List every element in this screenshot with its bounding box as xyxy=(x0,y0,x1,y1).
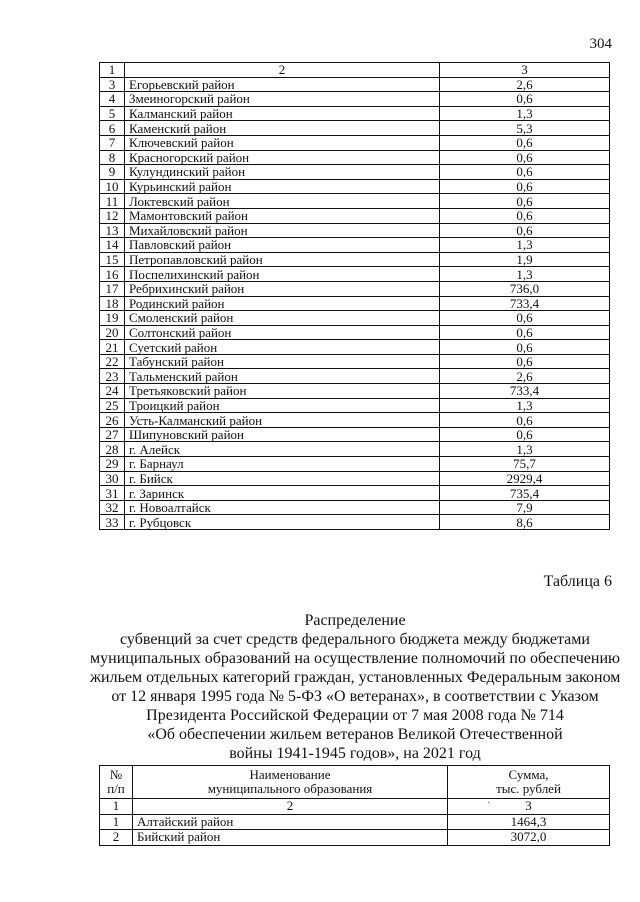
subsidy-amount: 0,6 xyxy=(440,413,610,428)
subsidy-amount: 1,3 xyxy=(440,267,610,282)
row-number: 1 xyxy=(100,814,133,830)
municipality-name: Егорьевский район xyxy=(125,77,440,92)
row-number: 21 xyxy=(100,340,125,355)
row-number: 24 xyxy=(100,384,125,399)
municipality-name: Павловский район xyxy=(125,238,440,253)
table-row xyxy=(100,814,610,830)
row-number: 9 xyxy=(100,165,125,180)
row-number: 14 xyxy=(100,238,125,253)
table-heading xyxy=(90,611,620,763)
table-row xyxy=(100,135,610,150)
table-row xyxy=(100,77,610,92)
page-number: 304 xyxy=(589,36,612,52)
municipality-name: г. Алейск xyxy=(125,442,440,457)
municipality-name: г. Барнаул xyxy=(125,457,440,472)
subsidy-table-body xyxy=(100,63,610,530)
subsidy-amount: 733,4 xyxy=(440,296,610,311)
table-index-row xyxy=(100,799,610,815)
column-index-2: 2 xyxy=(125,63,440,78)
municipality-name: Табунский район xyxy=(125,354,440,369)
municipality-name: Родинский район xyxy=(125,296,440,311)
table-row xyxy=(100,179,610,194)
table-row xyxy=(100,150,610,165)
heading-line: жильем отдельных категорий граждан, установленных Федеральным законом xyxy=(90,669,621,686)
table-row xyxy=(100,121,610,136)
table-row xyxy=(100,500,610,515)
municipality-name: Каменский район xyxy=(125,121,440,136)
row-number: 13 xyxy=(100,223,125,238)
subsidy-amount: 0,6 xyxy=(440,325,610,340)
table-row xyxy=(100,106,610,121)
heading-line: от 12 января 1995 года № 5-ФЗ «О ветеранах», в соответствии с Указом xyxy=(111,688,599,705)
column-index-1: 1 xyxy=(100,63,125,78)
row-number: 28 xyxy=(100,442,125,457)
subsidy-amount: 0,6 xyxy=(440,135,610,150)
table-row xyxy=(100,427,610,442)
municipality-name: Красногорский район xyxy=(125,150,440,165)
subsidy-amount: 0,6 xyxy=(440,150,610,165)
row-number: 15 xyxy=(100,252,125,267)
table-row xyxy=(100,471,610,486)
header-text: тыс. рублей xyxy=(496,781,561,796)
municipality-name: Змеиногорский район xyxy=(125,92,440,107)
header-text: № xyxy=(109,767,123,782)
row-number: 26 xyxy=(100,413,125,428)
column-index-1: 1 xyxy=(100,799,133,815)
row-number: 23 xyxy=(100,369,125,384)
table-row xyxy=(100,398,610,413)
row-number: 19 xyxy=(100,311,125,326)
row-number: 30 xyxy=(100,471,125,486)
municipality-name: Калманский район xyxy=(125,106,440,121)
row-number: 2 xyxy=(100,830,133,846)
table-row xyxy=(100,325,610,340)
subsidy-amount: 735,4 xyxy=(440,486,610,501)
heading-line: «Об обеспечении жильем ветеранов Великой Отечественной xyxy=(147,726,563,743)
row-number: 4 xyxy=(100,92,125,107)
column-header-sum xyxy=(448,766,610,799)
subsidy-amount: 2,6 xyxy=(440,77,610,92)
subsidy-amount: 0,6 xyxy=(440,208,610,223)
column-index-2: 2 xyxy=(133,799,448,815)
row-number: 29 xyxy=(100,457,125,472)
row-number: 27 xyxy=(100,427,125,442)
row-number: 6 xyxy=(100,121,125,136)
table-row xyxy=(100,442,610,457)
table-row xyxy=(100,223,610,238)
row-number: 5 xyxy=(100,106,125,121)
table-row xyxy=(100,413,610,428)
table-index-row xyxy=(100,63,610,78)
table-row xyxy=(100,311,610,326)
municipality-name: Ключевский район xyxy=(125,135,440,150)
municipality-name: Мамонтовский район xyxy=(125,208,440,223)
heading-line: субвенций за счет средств федерального бюджета между бюджетами xyxy=(120,631,590,648)
municipality-name: г. Рубцовск xyxy=(125,515,440,530)
subsidy-amount: 2,6 xyxy=(440,369,610,384)
subsidy-amount: 1,3 xyxy=(440,238,610,253)
table-row xyxy=(100,267,610,282)
subsidy-amount: 1,3 xyxy=(440,398,610,413)
distribution-table-body xyxy=(100,799,610,846)
subsidy-amount: 3072,0 xyxy=(448,830,610,846)
row-number: 33 xyxy=(100,515,125,530)
subsidy-amount: 8,6 xyxy=(440,515,610,530)
subsidy-amount: 7,9 xyxy=(440,500,610,515)
municipality-name: Троицкий район xyxy=(125,398,440,413)
table-header-row xyxy=(100,766,610,799)
column-header-name xyxy=(133,766,448,799)
row-number: 8 xyxy=(100,150,125,165)
header-text: п/п xyxy=(107,781,125,796)
row-number: 12 xyxy=(100,208,125,223)
table-caption: Таблица 6 xyxy=(543,573,612,590)
table-row xyxy=(100,296,610,311)
municipality-name: Кулундинский район xyxy=(125,165,440,180)
table-row xyxy=(100,369,610,384)
table-row xyxy=(100,340,610,355)
municipality-name: Курьинский район xyxy=(125,179,440,194)
column-header-number xyxy=(100,766,133,799)
stray-mark: ` xyxy=(487,799,491,813)
heading-line: войны 1941-1945 годов», на 2021 год xyxy=(229,745,481,762)
municipality-name: Ребрихинский район xyxy=(125,281,440,296)
municipality-name: г. Бийск xyxy=(125,471,440,486)
table-row xyxy=(100,457,610,472)
row-number: 3 xyxy=(100,77,125,92)
municipality-name: Локтевский район xyxy=(125,194,440,209)
subsidy-amount: 0,6 xyxy=(440,427,610,442)
subsidy-amount: 733,4 xyxy=(440,384,610,399)
municipality-name: Солтонский район xyxy=(125,325,440,340)
subsidy-amount: 1464,3 xyxy=(448,814,610,830)
table-row xyxy=(100,194,610,209)
distribution-table xyxy=(99,765,610,846)
row-number: 18 xyxy=(100,296,125,311)
table-row xyxy=(100,281,610,296)
municipality-name: Алтайский район xyxy=(133,814,448,830)
row-number: 10 xyxy=(100,179,125,194)
subsidy-amount: 5,3 xyxy=(440,121,610,136)
table-row xyxy=(100,486,610,501)
subsidy-amount: 0,6 xyxy=(440,311,610,326)
row-number: 17 xyxy=(100,281,125,296)
subsidy-amount: 0,6 xyxy=(440,92,610,107)
municipality-name: Михайловский район xyxy=(125,223,440,238)
municipality-name: Шипуновский район xyxy=(125,427,440,442)
row-number: 7 xyxy=(100,135,125,150)
column-index-3: 3 xyxy=(448,799,610,815)
subsidy-amount: 0,6 xyxy=(440,194,610,209)
municipality-name: г. Новоалтайск xyxy=(125,500,440,515)
subsidy-amount: 1,3 xyxy=(440,442,610,457)
row-number: 22 xyxy=(100,354,125,369)
header-text: Сумма, xyxy=(508,767,549,782)
header-text: Наименование xyxy=(249,767,331,782)
municipality-name: Поспелихинский район xyxy=(125,267,440,282)
row-number: 20 xyxy=(100,325,125,340)
heading-line: Распределение xyxy=(304,612,406,629)
subsidy-amount: 1,3 xyxy=(440,106,610,121)
municipality-name: Смоленский район xyxy=(125,311,440,326)
subsidy-table-continued xyxy=(99,62,610,530)
table-row xyxy=(100,252,610,267)
column-index-3: 3 xyxy=(440,63,610,78)
subsidy-amount: 1,9 xyxy=(440,252,610,267)
row-number: 11 xyxy=(100,194,125,209)
subsidy-amount: 0,6 xyxy=(440,165,610,180)
row-number: 16 xyxy=(100,267,125,282)
subsidy-amount: 0,6 xyxy=(440,354,610,369)
municipality-name: Суетский район xyxy=(125,340,440,355)
subsidy-amount: 0,6 xyxy=(440,340,610,355)
subsidy-amount: 736,0 xyxy=(440,281,610,296)
subsidy-amount: 0,6 xyxy=(440,179,610,194)
heading-line: Президента Российской Федерации от 7 мая 2008 года № 714 xyxy=(146,707,564,724)
header-text: муниципального образования xyxy=(207,781,373,796)
table-row xyxy=(100,238,610,253)
heading-line: муниципальных образований на осуществление полномочий по обеспечению xyxy=(90,650,620,667)
row-number: 25 xyxy=(100,398,125,413)
table-row xyxy=(100,830,610,846)
subsidy-amount: 75,7 xyxy=(440,457,610,472)
table-row xyxy=(100,208,610,223)
table-row xyxy=(100,354,610,369)
table-row xyxy=(100,165,610,180)
table-row xyxy=(100,515,610,530)
municipality-name: Усть-Калманский район xyxy=(125,413,440,428)
municipality-name: Петропавловский район xyxy=(125,252,440,267)
municipality-name: Тальменский район xyxy=(125,369,440,384)
row-number: 32 xyxy=(100,500,125,515)
row-number: 31 xyxy=(100,486,125,501)
subsidy-amount: 2929,4 xyxy=(440,471,610,486)
municipality-name: г. Заринск xyxy=(125,486,440,501)
table-row xyxy=(100,384,610,399)
subsidy-amount: 0,6 xyxy=(440,223,610,238)
table-row xyxy=(100,92,610,107)
municipality-name: Третьяковский район xyxy=(125,384,440,399)
municipality-name: Бийский район xyxy=(133,830,448,846)
